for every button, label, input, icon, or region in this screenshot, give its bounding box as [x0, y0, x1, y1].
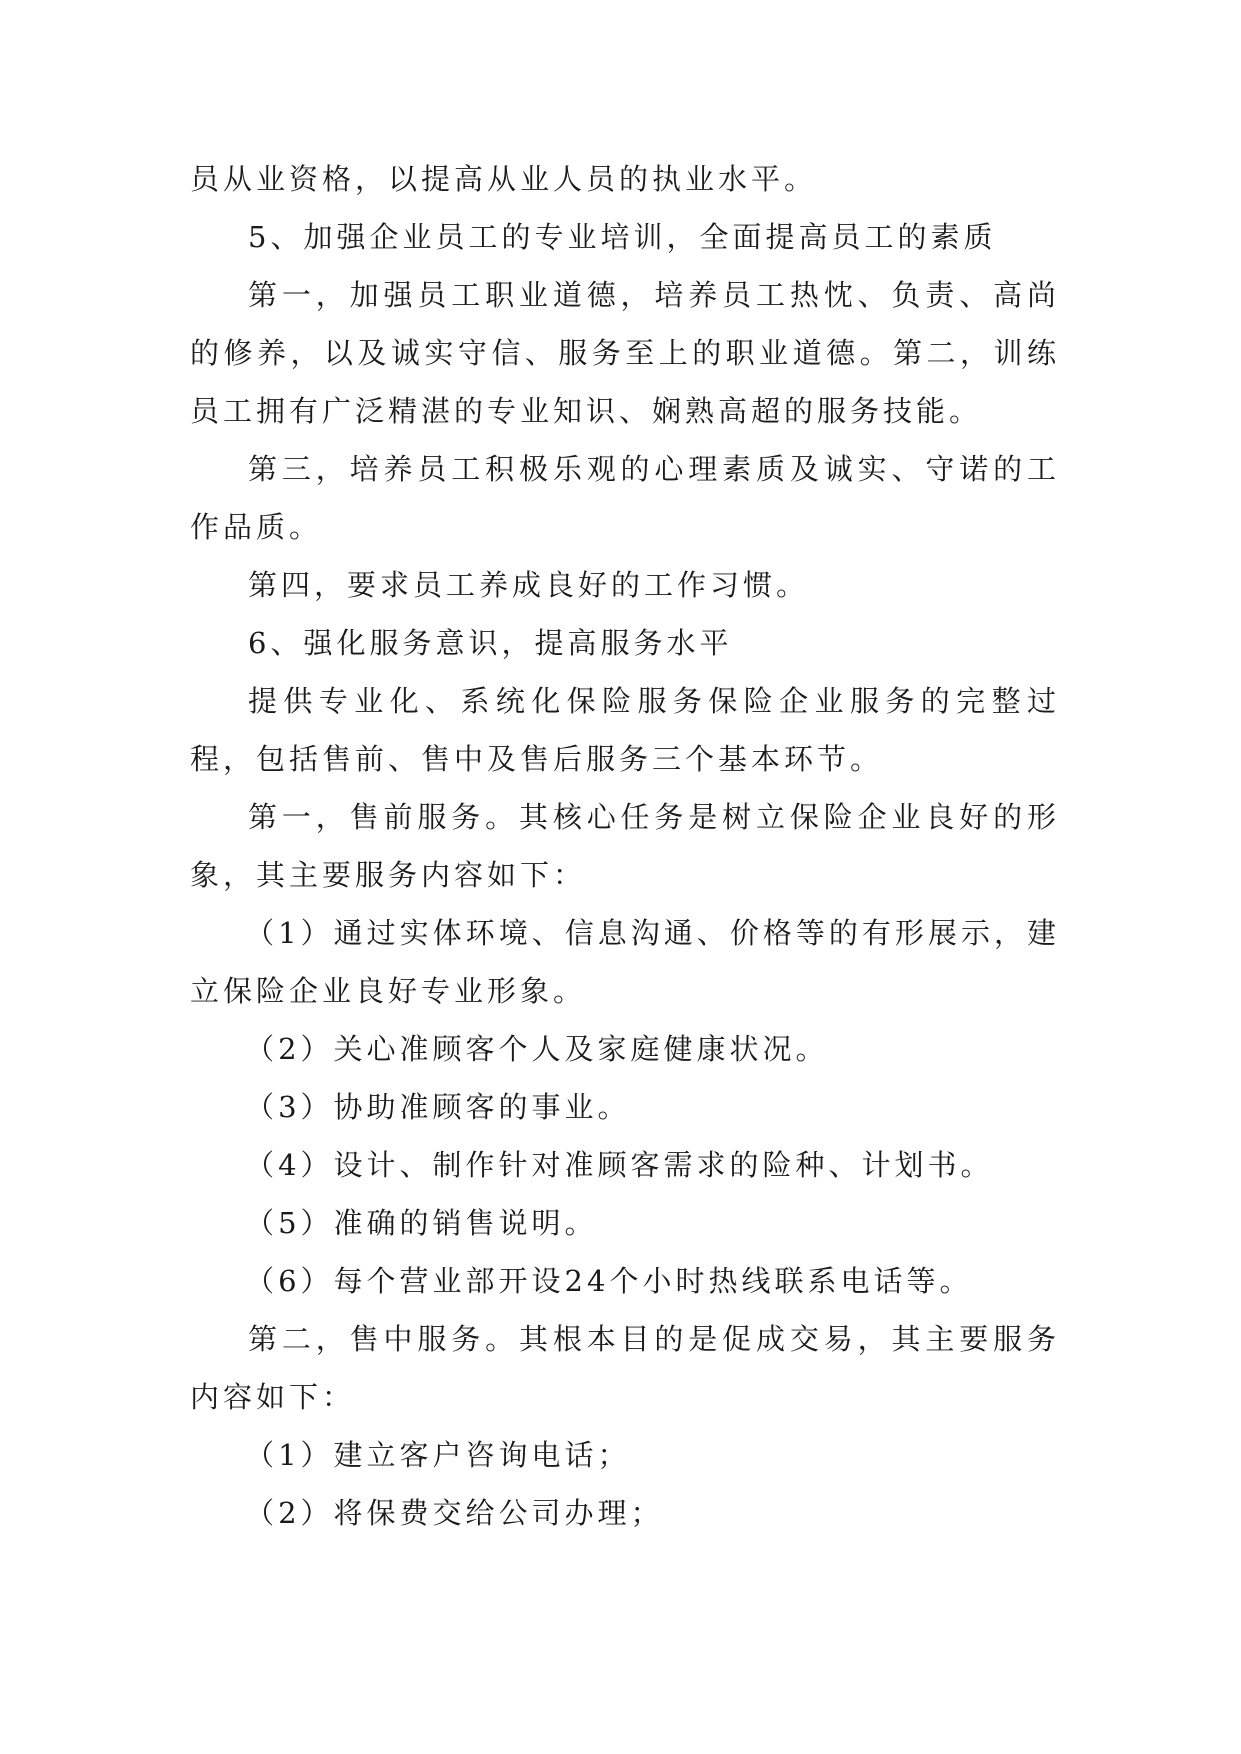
paragraph-8: 第一，售前服务。其核心任务是树立保险企业良好的形象，其主要服务内容如下： — [190, 800, 1060, 892]
paragraph-4: 第三，培养员工积极乐观的心理素质及诚实、守诺的工作品质。 — [190, 452, 1060, 544]
list-item: （1）通过实体环境、信息沟通、价格等的有形展示，建立保险企业良好专业形象。 — [190, 916, 1060, 1008]
paragraph-15: 第二，售中服务。其根本目的是促成交易，其主要服务内容如下： — [190, 1322, 1060, 1414]
paragraph-7: 提供专业化、系统化保险服务保险企业服务的完整过程，包括售前、售中及售后服务三个基本环节。 — [190, 684, 1060, 776]
list-item: （5）准确的销售说明。 — [245, 1206, 598, 1240]
paragraph-3: 第一，加强员工职业道德，培养员工热忱、负责、高尚的修养，以及诚实守信、服务至上的职业道德。第二，训练员工拥有广泛精湛的专业知识、娴熟高超的服务技能。 — [190, 278, 1060, 428]
paragraph-5: 第四，要求员工养成良好的工作习惯。 — [248, 568, 810, 602]
section-heading-5: 5、加强企业员工的专业培训，全面提高员工的素质 — [248, 220, 997, 254]
paragraph-1: 员从业资格，以提高从业人员的执业水平。 — [190, 162, 818, 196]
list-item: （4）设计、制作针对准顾客需求的险种、计划书。 — [245, 1148, 994, 1182]
list-item: （3）协助准顾客的事业。 — [245, 1090, 631, 1124]
document-body — [190, 150, 1060, 1542]
list-item: （2）将保费交给公司办理； — [245, 1496, 664, 1530]
list-item: （2）关心准顾客个人及家庭健康状况。 — [245, 1032, 829, 1066]
section-heading-6: 6、强化服务意识，提高服务水平 — [248, 626, 733, 660]
list-item: （1）建立客户咨询电话； — [245, 1438, 631, 1472]
list-item: （6）每个营业部开设24个小时热线联系电话等。 — [245, 1264, 973, 1298]
